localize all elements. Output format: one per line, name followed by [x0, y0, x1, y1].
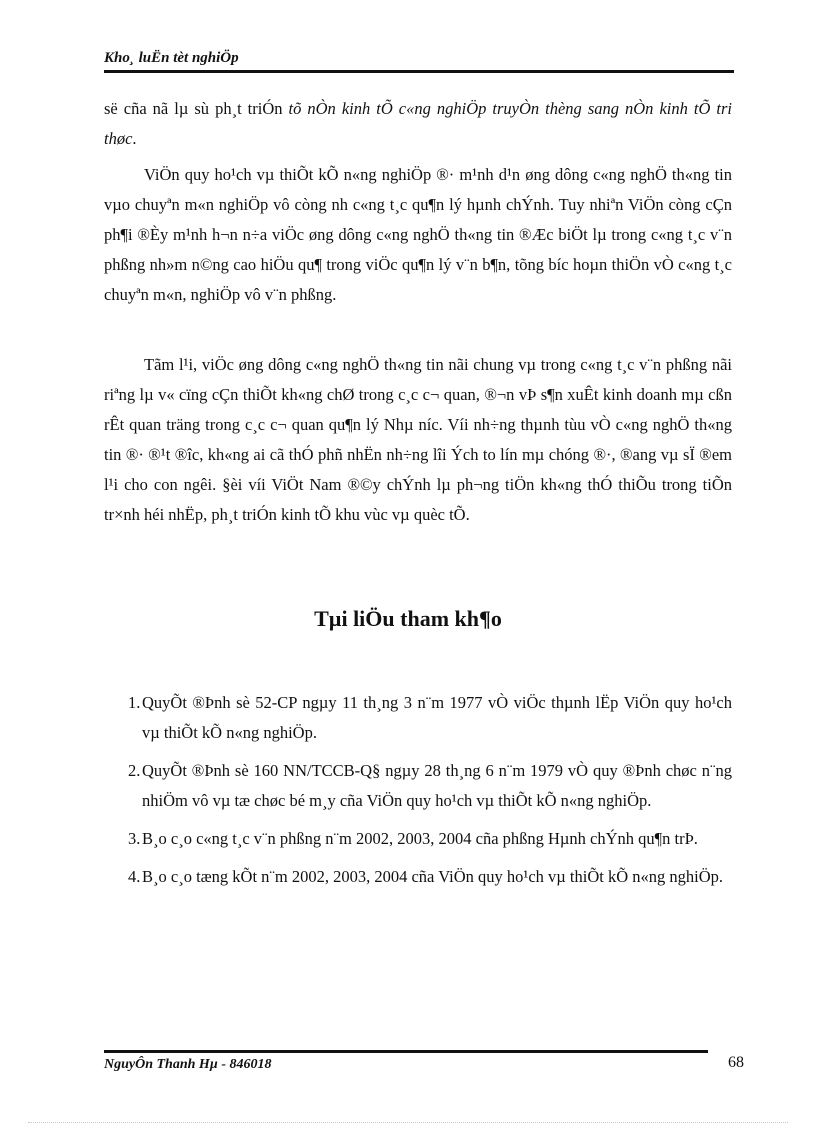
- paragraph-institute: ViÖn quy ho¹ch vµ thiÕt kÕ n«ng nghiÖp ®· m¹nh d¹n øng dông c«ng nghÖ th«ng tin vµo chuyªn m«n nghiÖp vô còng nh c«ng t¸c qu¶n lý hµnh chÝnh. Tuy nhiªn ViÖn còng cÇn ph¶i ®Èy m¹nh h¬n n÷a viÖc øng dông c«ng nghÖ th«ng tin ®Æc biÖt lµ trong c«ng t¸c v¨n phßng nh»m n©ng cao hiÖu qu¶ trong viÖc qu¶n lý v¨n b¶n, tõng bíc hoµn thiÖn vÒ c«ng t¸c chuyªn m«n, nghiÖp vô v¨n phßng.: [104, 165, 732, 304]
- references-list: [104, 688, 732, 900]
- page-number: 68: [728, 1054, 744, 1071]
- reference-number: 2.: [128, 761, 141, 780]
- reference-text: QuyÕt ®Þnh sè 52-CP ngµy 11 th¸ng 3 n¨m 1977 vÒ viÖc thµnh lËp ViÖn quy ho¹ch vµ thiÕt kÕ n«ng nghiÖp.: [142, 693, 732, 742]
- reference-item: [104, 862, 732, 892]
- paragraph-text: së cña nã lµ sù ph¸t triÓn: [104, 99, 289, 118]
- paragraph-continuation: [104, 94, 732, 154]
- header-rule: [104, 70, 734, 73]
- paragraph-end: .: [132, 129, 137, 148]
- page-header-title: Kho¸ luËn tèt nghiÖp: [104, 50, 239, 66]
- emphasized-text: tõ nÒn kinh tÕ c«ng nghiÖp truyÒn thèng sang nÒn kinh tÕ tri thøc: [104, 99, 732, 148]
- reference-item: [104, 688, 732, 748]
- reference-text: QuyÕt ®Þnh sè 160 NN/TCCB-Q§ ngµy 28 th¸ng 6 n¨m 1979 vÒ quy ®Þnh chøc n¨ng nhiÖm vô vµ tæ chøc bé m¸y cña ViÖn quy ho¹ch vµ thiÕt kÕ n«ng nghiÖp.: [142, 761, 732, 810]
- reference-number: 3.: [128, 829, 141, 848]
- paragraph-conclusion: Tãm l¹i, viÖc øng dông c«ng nghÖ th«ng tin nãi chung vµ trong c«ng t¸c v¨n phßng nãi riªng lµ v« cïng cÇn thiÕt kh«ng chØ trong c¸c c¬ quan, ®¬n vÞ s¶n xuÊt kinh doanh mµ cßn rÊt quan träng trong c¸c c¬ quan qu¶n lý Nhµ níc. Víi nh÷ng thµnh tùu vÒ c«ng nghÖ th«ng tin ®· ®¹t ®îc, kh«ng ai cã thÓ phñ nhËn nh÷ng lîi Ých to lín mµ chóng ®·, ®ang vµ sÏ ®em l¹i cho con ngêi. §èi víi ViÖt Nam ®©y chÝnh lµ ph¬ng tiÖn kh«ng thÓ thiÕu trong tiÕn tr×nh héi nhËp, ph¸t triÓn kinh tÕ khu vùc vµ quèc tÕ.: [104, 355, 732, 524]
- reference-item: [104, 756, 732, 816]
- reference-number: 1.: [128, 693, 141, 712]
- reference-item: [104, 824, 732, 854]
- reference-text: B¸o c¸o c«ng t¸c v¨n phßng n¨m 2002, 2003, 2004 cña phßng Hµnh chÝnh qu¶n trÞ.: [142, 829, 698, 848]
- reference-text: B¸o c¸o tæng kÕt n¨m 2002, 2003, 2004 cña ViÖn quy ho¹ch vµ thiÕt kÕ n«ng nghiÖp.: [142, 867, 723, 886]
- reference-number: 4.: [128, 867, 141, 886]
- footer-rule: [104, 1050, 708, 1053]
- references-heading: Tµi liÖu tham kh¶o: [314, 606, 502, 631]
- footer-author: NguyÔn Thanh Hµ - 846018: [104, 1057, 272, 1072]
